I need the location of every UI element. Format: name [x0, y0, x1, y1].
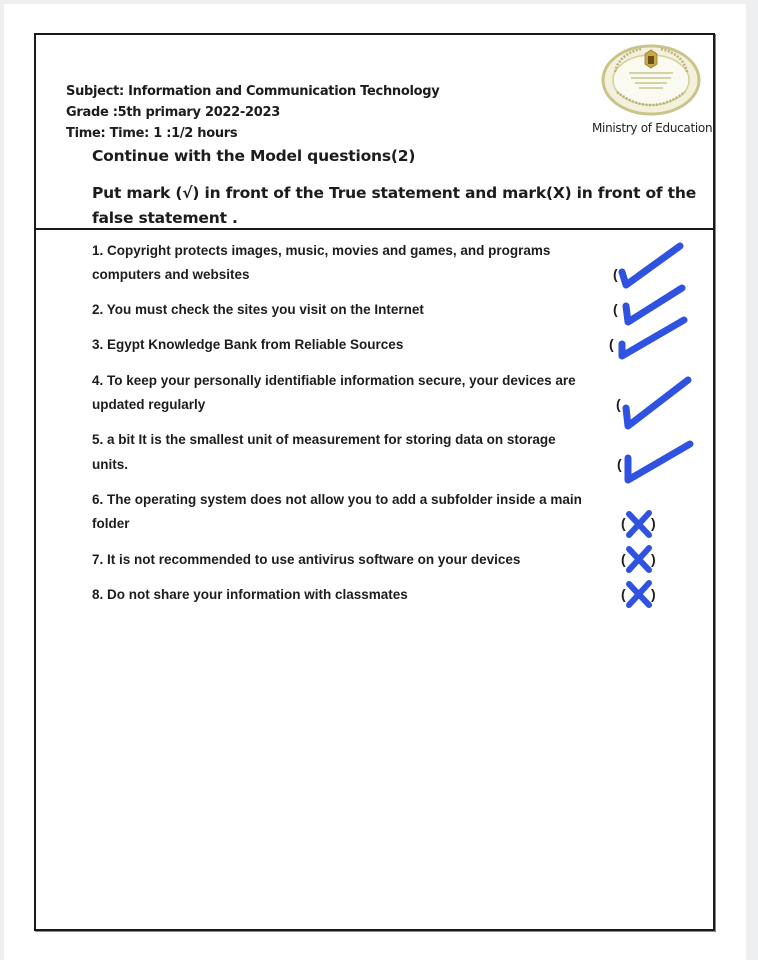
time-line: Time: Time: 1 :1/2 hours [66, 126, 238, 141]
question-text: 8. Do not share your information with classmates [92, 587, 408, 602]
answer-paren-open: ( [621, 515, 626, 531]
answer-paren-open: ( [616, 396, 621, 412]
question-text-continued: updated regularly [92, 397, 206, 412]
section-title: Continue with the Model questions(2) [92, 147, 416, 165]
question-text: 7. It is not recommended to use antivirus software on your devices [92, 552, 521, 567]
cross-icon[interactable] [624, 545, 654, 573]
instruction-line-1: Put mark (√) in front of the True statement and mark(X) in front of the [92, 184, 697, 202]
question-text: 1. Copyright protects images, music, movies and games, and programs [92, 243, 551, 258]
answer-paren-open: ( [621, 551, 626, 567]
question-text-continued: units. [92, 457, 128, 472]
grade-line: Grade :5th primary 2022-2023 [66, 105, 281, 120]
checkmark-icon[interactable] [612, 312, 690, 362]
question-text: 5. a bit It is the smallest unit of measurement for storing data on storage [92, 432, 556, 447]
answer-paren-close: ) [651, 586, 656, 602]
cross-icon[interactable] [624, 510, 654, 538]
subject-line: Subject: Information and Communication Technology [66, 84, 440, 99]
question-text: 6. The operating system does not allow you to add a subfolder inside a main [92, 492, 582, 507]
answer-paren-close: ) [651, 515, 656, 531]
answer-paren-open: ( [621, 586, 626, 602]
ministry-label: Ministry of Education [592, 121, 713, 135]
cross-icon[interactable] [624, 580, 654, 608]
checkmark-icon[interactable] [620, 436, 696, 488]
question-text-continued: computers and websites [92, 267, 250, 282]
header-divider [34, 228, 715, 230]
answer-paren-open: ( [613, 266, 618, 282]
exam-border-frame [34, 33, 715, 931]
answer-paren-open: ( [613, 301, 618, 317]
ministry-seal-icon [601, 44, 701, 116]
checkmark-icon[interactable] [618, 372, 694, 434]
question-text-continued: folder [92, 516, 130, 531]
answer-paren-open: ( [609, 336, 614, 352]
question-text: 3. Egypt Knowledge Bank from Reliable Sources [92, 337, 404, 352]
question-text: 2. You must check the sites you visit on the Internet [92, 302, 424, 317]
instruction-line-2: false statement . [92, 209, 238, 227]
answer-paren-open: ( [617, 456, 622, 472]
answer-paren-close: ) [651, 551, 656, 567]
question-text: 4. To keep your personally identifiable information secure, your devices are [92, 373, 576, 388]
